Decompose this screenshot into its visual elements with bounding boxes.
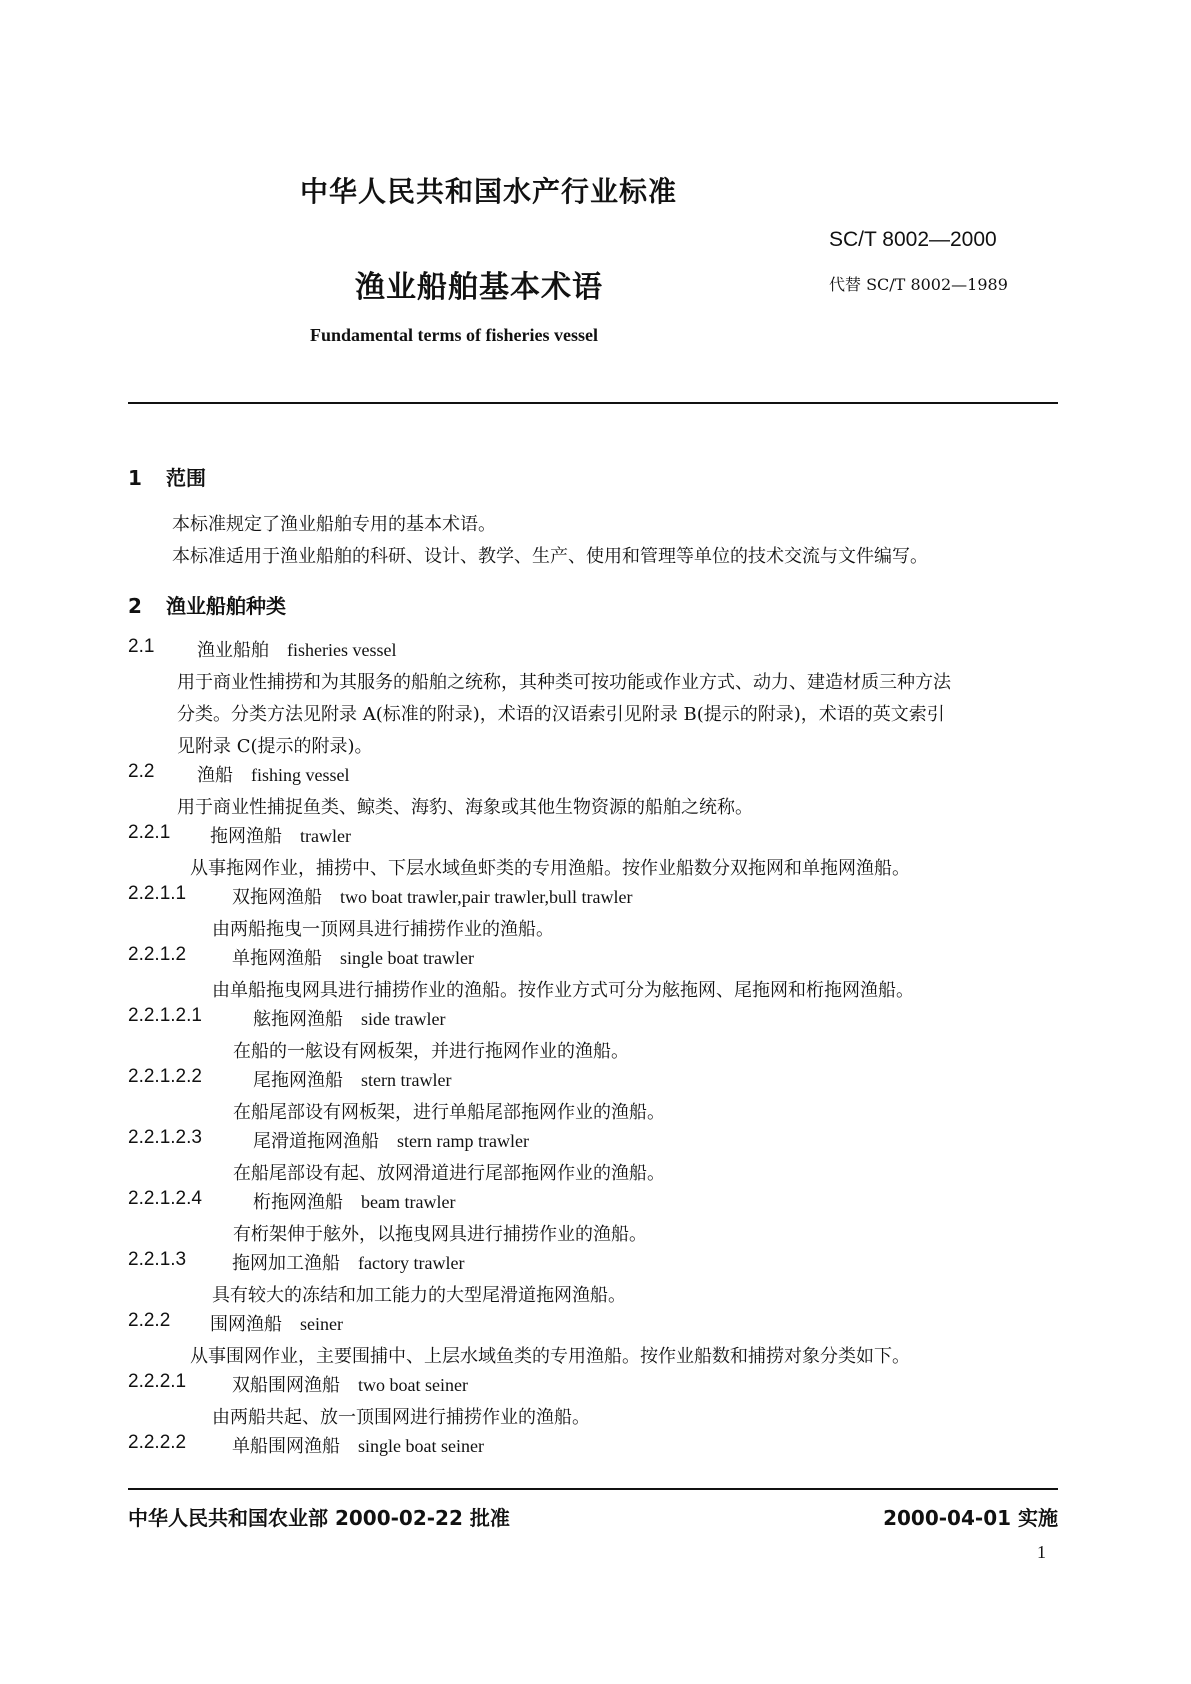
term-number: 2.1 [128, 636, 155, 657]
term-chinese: 围网渔船 [210, 1314, 282, 1335]
header-divider [128, 402, 1058, 404]
term-definition: 由单船拖曳网具进行捕捞作业的渔船。按作业方式可分为舷拖网、尾拖网和桁拖网渔船。 [212, 980, 914, 1001]
term-chinese: 舷拖网渔船 [253, 1009, 343, 1030]
term-number: 2.2.1.1 [128, 883, 187, 904]
document-title: 渔业船舶基本术语 [355, 270, 603, 305]
term-definition: 见附录 C(提示的附录)。 [177, 736, 373, 757]
term-english: side trawler [361, 1009, 446, 1029]
term-chinese: 单船围网渔船 [232, 1436, 340, 1457]
term-english: single boat trawler [340, 948, 474, 968]
page-number: 1 [1037, 1542, 1046, 1562]
section-title: 渔业船舶种类 [166, 594, 286, 618]
term-chinese: 双拖网渔船 [232, 887, 322, 908]
term-heading [253, 1066, 451, 1092]
term-number: 2.2 [128, 761, 155, 782]
term-chinese: 渔业船舶 [197, 640, 269, 661]
replaces-note: 代替 SC/T 8002—1989 [829, 275, 1008, 294]
term-heading [197, 761, 350, 787]
term-english: trawler [300, 826, 351, 846]
term-definition: 用于商业性捕捉鱼类、鲸类、海豹、海象或其他生物资源的船舶之统称。 [177, 797, 753, 818]
term-chinese: 尾滑道拖网渔船 [253, 1131, 379, 1152]
term-heading [210, 822, 351, 848]
term-heading [253, 1127, 529, 1153]
term-english: beam trawler [361, 1192, 456, 1212]
section-2-heading [128, 590, 286, 619]
term-number: 2.2.2.1 [128, 1371, 187, 1392]
footer-divider [128, 1488, 1058, 1490]
term-number: 2.2.1.2 [128, 944, 187, 965]
term-definition: 分类。分类方法见附录 A(标准的附录)，术语的汉语索引见附录 B(提示的附录)，术语的英文索引 [177, 704, 945, 725]
term-english: two boat seiner [358, 1375, 468, 1395]
term-definition: 由两船共起、放一顶围网进行捕捞作业的渔船。 [212, 1407, 590, 1428]
section-number: 2 [128, 594, 142, 618]
approval-date: 中华人民共和国农业部 2000-02-22 批准 [128, 1506, 510, 1530]
term-heading [232, 883, 632, 909]
term-number: 2.2.2 [128, 1310, 171, 1331]
term-definition: 从事拖网作业，捕捞中、下层水域鱼虾类的专用渔船。按作业船数分双拖网和单拖网渔船。 [190, 858, 910, 879]
effective-date: 2000-04-01 实施 [883, 1506, 1058, 1530]
term-number: 2.2.1.2.2 [128, 1066, 202, 1087]
term-chinese: 单拖网渔船 [232, 948, 322, 969]
term-number: 2.2.2.2 [128, 1432, 187, 1453]
term-number: 2.2.1.2.4 [128, 1188, 202, 1209]
term-heading [232, 944, 474, 970]
term-definition: 在船尾部设有起、放网滑道进行尾部拖网作业的渔船。 [233, 1163, 665, 1184]
term-definition: 从事围网作业，主要围捕中、上层水域鱼类的专用渔船。按作业船数和捕捞对象分类如下。 [190, 1346, 910, 1367]
section-number: 1 [128, 466, 142, 490]
term-chinese: 桁拖网渔船 [253, 1192, 343, 1213]
scope-paragraph-2: 本标准适用于渔业船舶的科研、设计、教学、生产、使用和管理等单位的技术交流与文件编写。 [172, 546, 928, 567]
term-heading [210, 1310, 343, 1336]
section-1-heading [128, 462, 206, 491]
term-english: factory trawler [358, 1253, 465, 1273]
document-title-english: Fundamental terms of fisheries vessel [310, 325, 598, 345]
term-chinese: 渔船 [197, 765, 233, 786]
term-heading [232, 1371, 468, 1397]
term-english: fishing vessel [251, 765, 350, 785]
term-number: 2.2.1.2.3 [128, 1127, 202, 1148]
term-heading [253, 1005, 445, 1031]
term-chinese: 尾拖网渔船 [253, 1070, 343, 1091]
term-number: 2.2.1.3 [128, 1249, 187, 1270]
term-heading [232, 1249, 464, 1275]
term-english: single boat seiner [358, 1436, 484, 1456]
term-chinese: 拖网渔船 [210, 826, 282, 847]
term-definition: 具有较大的冻结和加工能力的大型尾滑道拖网渔船。 [212, 1285, 626, 1306]
term-definition: 由两船拖曳一顶网具进行捕捞作业的渔船。 [212, 919, 554, 940]
term-english: stern trawler [361, 1070, 452, 1090]
term-number: 2.2.1.2.1 [128, 1005, 202, 1026]
term-heading [232, 1432, 484, 1458]
term-heading [197, 636, 396, 662]
term-definition: 在船的一舷设有网板架，并进行拖网作业的渔船。 [233, 1041, 629, 1062]
term-english: seiner [300, 1314, 343, 1334]
term-definition: 用于商业性捕捞和为其服务的船舶之统称，其种类可按功能或作业方式、动力、建造材质三种方法 [177, 672, 951, 693]
term-english: two boat trawler,pair trawler,bull trawler [340, 887, 633, 907]
issuing-body-title: 中华人民共和国水产行业标准 [300, 175, 678, 208]
term-chinese: 双船围网渔船 [232, 1375, 340, 1396]
term-number: 2.2.1 [128, 822, 171, 843]
term-definition: 有桁架伸于舷外，以拖曳网具进行捕捞作业的渔船。 [233, 1224, 647, 1245]
term-definition: 在船尾部设有网板架，进行单船尾部拖网作业的渔船。 [233, 1102, 665, 1123]
standard-code: SC/T 8002—2000 [829, 228, 997, 251]
scope-paragraph-1: 本标准规定了渔业船舶专用的基本术语。 [172, 514, 496, 535]
term-english: stern ramp trawler [397, 1131, 529, 1151]
term-chinese: 拖网加工渔船 [232, 1253, 340, 1274]
term-english: fisheries vessel [287, 640, 397, 660]
term-heading [253, 1188, 455, 1214]
section-title: 范围 [166, 466, 206, 490]
